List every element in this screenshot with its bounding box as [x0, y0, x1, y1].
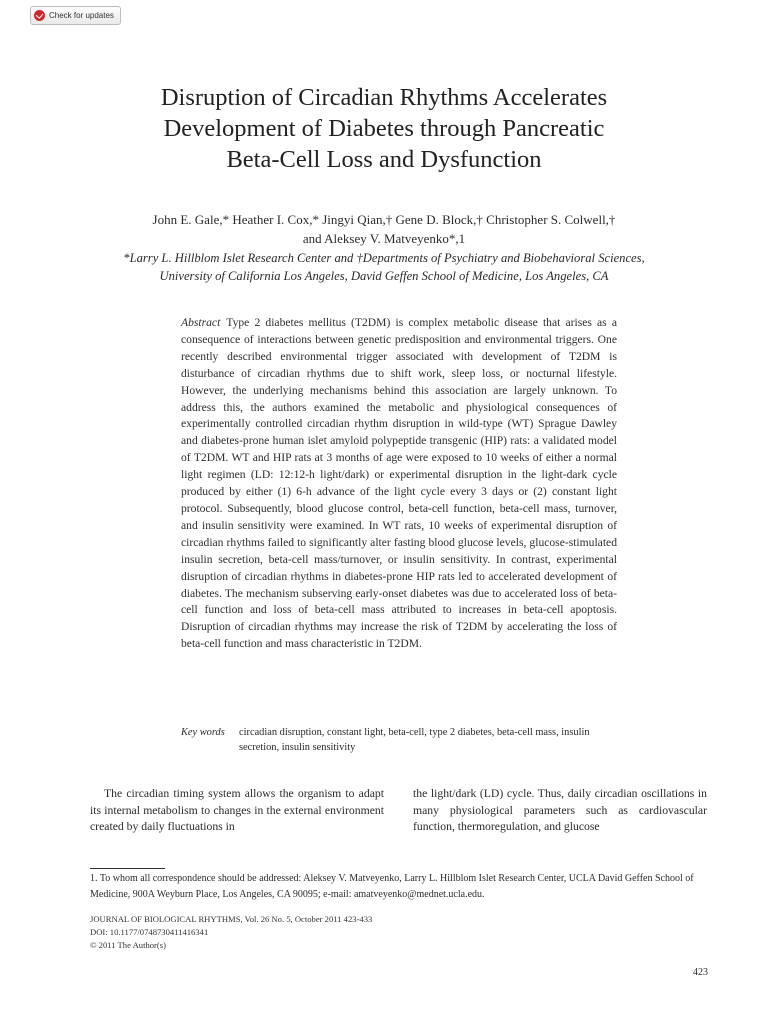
- check-for-updates-button[interactable]: [30, 6, 121, 25]
- keywords: [181, 726, 621, 755]
- footnote-divider: [90, 868, 165, 869]
- affiliation-line: University of California Los Angeles, David Geffen School of Medicine, Los Angeles, CA: [159, 269, 609, 283]
- article-title: [100, 82, 668, 175]
- footnote: 1. To whom all correspondence should be addressed: Aleksey V. Matveyenko, Larry L. Hillblom Islet Research Center, UCLA David Geffen School of Medicine, 900A Weyburn Place, Los Angeles, CA 90095; e-mail: amatveyenko@mednet.ucla.edu.: [90, 873, 694, 900]
- abstract-label: Abstract: [181, 316, 221, 329]
- page-number: 423: [693, 967, 708, 978]
- journal-citation: JOURNAL OF BIOLOGICAL RHYTHMS, Vol. 26 No. 5, October 2011 423-433: [90, 914, 373, 924]
- title-line: Development of Diabetes through Pancreatic: [163, 115, 605, 142]
- journal-doi: DOI: 10.1177/0748730411416341: [90, 926, 209, 937]
- abstract-text: Type 2 diabetes mellitus (T2DM) is complex metabolic disease that arises as a consequence of interactions between genetic predisposition and environmental triggers. One recently described environmental trigger associated with development of T2DM is disturbance of circadian rhythms due to shift work, sleep loss, or nocturnal lifestyle. However, the underlying mechanisms behind this association are largely unknown. To address this, the authors examined the metabolic and physiological consequences of experimentally controlled circadian rhythm disruption in wild-type (WT) Sprague Dawley and diabetes-prone human islet amyloid polypeptide transgenic (HIP) rats: a validated model of T2DM. WT and HIP rats at 3 months of age were exposed to 10 weeks of either a normal light regimen (LD: 12:12-h light/dark) or experimental disruption in the light-dark cycle produced by either (1) 6-h advance of the light cycle every 3 days or (2) constant light protocol. Subsequently, blood glucose control, beta-cell function, beta-cell mass, turnover, and insulin sensitivity were examined. In WT rats, 10 weeks of experimental disruption of circadian rhythms failed to significantly alter fasting blood glucose levels, glucose-stimulated insulin secretion, beta-cell mass/turnover, or insulin sensitivity. In contrast, experimental disruption of circadian rhythms in diabetes-prone HIP rats led to accelerated development of diabetes. The mechanism subserving early-onset diabetes was due to accelerated loss of beta-cell function and loss of beta-cell mass attributed to increases in beta-cell apoptosis. Disruption of circadian rhythms may increase the risk of T2DM by accelerating the loss of beta-cell function and mass characteristic in T2DM.: [181, 316, 617, 651]
- title-line: Beta-Cell Loss and Dysfunction: [226, 146, 542, 173]
- body-column-left: The circadian timing system allows the organism to adapt its internal metabolism to changes in the external environment created by daily fluctuations in: [90, 787, 384, 834]
- author-list: [60, 210, 708, 248]
- journal-info: [90, 913, 590, 951]
- keywords-text: circadian disruption, constant light, beta-cell, type 2 diabetes, beta-cell mass, insulin secretion, insulin sensitivity: [239, 727, 590, 753]
- title-line: Disruption of Circadian Rhythms Accelerates: [160, 84, 608, 111]
- affiliation-line: *Larry L. Hillblom Islet Research Center and †Departments of Psychiatry and Biobehavioral Sciences,: [123, 251, 645, 265]
- journal-copyright: © 2011 The Author(s): [90, 939, 166, 950]
- author-line: and Aleksey V. Matveyenko*,1: [302, 231, 466, 246]
- body-column-right: the light/dark (LD) cycle. Thus, daily circadian oscillations in many physiological parameters such as cardiovascular function, thermoregulation, and glucose: [413, 787, 707, 834]
- check-updates-icon: [34, 10, 45, 21]
- keywords-label: Key words: [181, 727, 225, 738]
- abstract: [181, 315, 617, 653]
- affiliation: [40, 249, 728, 285]
- check-for-updates-label: Check for updates: [49, 11, 114, 20]
- author-line: John E. Gale,* Heather I. Cox,* Jingyi Qian,† Gene D. Block,† Christopher S. Colwell,†: [152, 212, 616, 227]
